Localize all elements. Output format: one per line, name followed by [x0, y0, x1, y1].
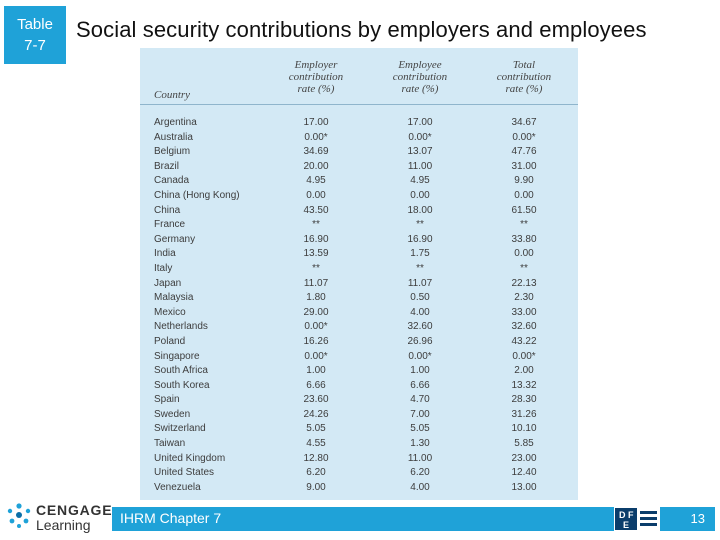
- table-row: [140, 335, 578, 350]
- cell-employer-rate: 6.66: [306, 379, 326, 391]
- cell-total-rate: 0.00: [514, 189, 534, 201]
- cell-country: India: [154, 248, 176, 260]
- cell-country: Belgium: [154, 146, 191, 158]
- table-row: [140, 291, 578, 306]
- header-employee-rate: [384, 59, 456, 95]
- table-number-badge: [4, 6, 66, 64]
- cell-total-rate: 13.00: [511, 481, 537, 493]
- cell-country: Netherlands: [154, 321, 208, 333]
- cell-employer-rate: 13.59: [303, 248, 329, 260]
- cell-employee-rate: 4.70: [410, 394, 430, 406]
- cell-total-rate: 43.22: [511, 335, 537, 347]
- cell-employee-rate: 4.95: [410, 175, 430, 187]
- cell-employee-rate: 1.00: [410, 365, 430, 377]
- header-employer-line: rate (%): [297, 83, 335, 95]
- table-header: [140, 58, 578, 105]
- cell-total-rate: 33.00: [511, 306, 537, 318]
- cell-employer-rate: **: [312, 262, 320, 274]
- cell-employer-rate: 16.26: [303, 335, 329, 347]
- header-employer-rate: [280, 59, 352, 95]
- table-row: [140, 364, 578, 379]
- table-row: [140, 379, 578, 394]
- table-row: [140, 247, 578, 262]
- table-row: [140, 233, 578, 248]
- dfe-letter-e: E: [623, 520, 630, 530]
- cell-employer-rate: 34.69: [303, 146, 329, 158]
- cell-country: France: [154, 219, 186, 231]
- cell-total-rate: **: [520, 262, 528, 274]
- cell-country: United Kingdom: [154, 452, 226, 464]
- cell-employee-rate: 6.66: [410, 379, 430, 391]
- cell-employee-rate: 4.00: [410, 481, 430, 493]
- cell-employee-rate: 18.00: [407, 204, 433, 216]
- cell-employer-rate: 0.00*: [304, 321, 328, 333]
- cell-employer-rate: 9.00: [306, 481, 326, 493]
- cell-total-rate: **: [520, 219, 528, 231]
- cell-employer-rate: 4.55: [306, 438, 326, 450]
- cell-total-rate: 31.26: [511, 408, 537, 420]
- header-country: Country: [154, 89, 191, 101]
- cell-total-rate: 61.50: [511, 204, 537, 216]
- table-row: [140, 481, 578, 496]
- cell-employer-rate: 24.26: [303, 408, 329, 420]
- cell-country: South Africa: [154, 365, 208, 377]
- cell-employer-rate: 1.80: [306, 292, 326, 304]
- cell-employer-rate: 29.00: [303, 306, 329, 318]
- footer-chapter-label: IHRM Chapter 7: [120, 510, 222, 526]
- cell-country: Italy: [154, 262, 173, 274]
- cell-employer-rate: 1.00: [306, 365, 326, 377]
- cengage-star-icon: [6, 501, 32, 531]
- table-row: [140, 218, 578, 233]
- cell-country: South Korea: [154, 379, 210, 391]
- cell-employer-rate: 0.00*: [304, 131, 328, 143]
- cell-country: Australia: [154, 131, 193, 143]
- cell-total-rate: 32.60: [511, 321, 537, 333]
- header-employer-line: contribution: [288, 71, 344, 83]
- cell-employee-rate: 5.05: [410, 423, 430, 435]
- cell-employee-rate: 11.00: [407, 160, 433, 172]
- table-row: [140, 160, 578, 175]
- table-row: [140, 277, 578, 292]
- cell-total-rate: 2.00: [514, 365, 534, 377]
- cell-total-rate: 9.90: [514, 175, 534, 187]
- table-row: [140, 189, 578, 204]
- table-row: [140, 131, 578, 146]
- cell-total-rate: 23.00: [511, 452, 537, 464]
- table-row: [140, 437, 578, 452]
- cell-country: Singapore: [154, 350, 200, 362]
- header-total-rate: [488, 59, 560, 95]
- cell-employer-rate: 0.00: [306, 189, 326, 201]
- cell-employee-rate: 1.75: [410, 248, 430, 260]
- cell-employer-rate: 43.50: [303, 204, 329, 216]
- cell-country: Venezuela: [154, 481, 201, 493]
- badge-line-1: Table: [17, 16, 53, 33]
- cell-total-rate: 34.67: [511, 117, 537, 128]
- cell-employer-rate: 0.00*: [304, 350, 328, 362]
- cell-country: Canada: [154, 175, 190, 187]
- cell-employee-rate: 11.07: [407, 277, 433, 289]
- table-row: [140, 408, 578, 423]
- cell-employee-rate: **: [416, 262, 424, 274]
- logo-brand: CENGAGE: [36, 502, 113, 518]
- cell-employee-rate: 26.96: [407, 335, 433, 347]
- dfe-letter-d: D: [619, 510, 626, 520]
- cell-employer-rate: 11.07: [303, 277, 329, 289]
- cell-employee-rate: 0.50: [410, 292, 430, 304]
- cell-employer-rate: 5.05: [306, 423, 326, 435]
- slide-title: Social security contributions by employers and employees: [76, 17, 647, 42]
- cell-employee-rate: 16.90: [407, 233, 433, 245]
- badge-line-2: 7-7: [24, 37, 46, 54]
- cell-total-rate: 47.76: [511, 146, 537, 158]
- cell-employer-rate: **: [312, 219, 320, 231]
- cengage-learning-logo: [6, 498, 113, 534]
- cell-employee-rate: 0.00*: [408, 131, 432, 143]
- footer-bar: [112, 507, 715, 531]
- table-row: [140, 204, 578, 219]
- header-employee-line: contribution: [392, 71, 448, 83]
- table-row: [140, 306, 578, 321]
- cell-total-rate: 12.40: [511, 467, 537, 479]
- cell-employee-rate: 6.20: [410, 467, 430, 479]
- cell-employer-rate: 16.90: [303, 233, 329, 245]
- cell-country: Spain: [154, 394, 180, 406]
- table-row: [140, 174, 578, 189]
- cell-country: Taiwan: [154, 438, 186, 450]
- cell-country: Sweden: [154, 408, 191, 420]
- header-employer-line: Employer: [294, 59, 338, 71]
- cell-employer-rate: 17.00: [303, 117, 329, 128]
- table-row: [140, 116, 578, 131]
- cell-country: Brazil: [154, 160, 180, 172]
- cell-country: Argentina: [154, 117, 197, 128]
- cell-total-rate: 2.30: [514, 292, 534, 304]
- cell-employee-rate: 0.00: [410, 189, 430, 201]
- cell-total-rate: 22.13: [511, 277, 537, 289]
- header-total-line: contribution: [496, 71, 552, 83]
- table-row: [140, 145, 578, 160]
- dfe-letter-f: F: [628, 510, 634, 520]
- cell-employer-rate: 23.60: [303, 394, 329, 406]
- table-row: [140, 350, 578, 365]
- cell-employee-rate: 1.30: [410, 438, 430, 450]
- cell-total-rate: 31.00: [511, 160, 537, 172]
- logo-sub: Learning: [36, 517, 91, 533]
- page-number: 13: [690, 511, 705, 526]
- cell-country: United States: [154, 467, 215, 479]
- cell-total-rate: 33.80: [511, 233, 537, 245]
- cell-total-rate: 10.10: [511, 423, 537, 435]
- cell-country: China (Hong Kong): [154, 189, 240, 201]
- table-row: [140, 422, 578, 437]
- header-total-line: rate (%): [505, 83, 543, 95]
- cell-country: Poland: [154, 335, 186, 347]
- table-row: [140, 262, 578, 277]
- dfe-icon: [614, 507, 660, 531]
- table-body: [140, 116, 578, 495]
- contributions-table: [140, 48, 578, 500]
- cell-employee-rate: 11.00: [407, 452, 433, 464]
- table-row: [140, 466, 578, 481]
- cell-employee-rate: 7.00: [410, 408, 430, 420]
- cell-employee-rate: 4.00: [410, 306, 430, 318]
- cell-employee-rate: 17.00: [407, 117, 433, 128]
- cell-country: Japan: [154, 277, 182, 289]
- table-row: [140, 452, 578, 467]
- cell-country: China: [154, 204, 181, 216]
- table-row: [140, 320, 578, 335]
- cell-employer-rate: 20.00: [303, 160, 329, 172]
- cell-employee-rate: 32.60: [407, 321, 433, 333]
- cell-country: Mexico: [154, 306, 186, 318]
- cell-country: Germany: [154, 233, 196, 245]
- cell-total-rate: 0.00: [514, 248, 534, 260]
- cell-employee-rate: 13.07: [407, 146, 433, 158]
- cell-country: Malaysia: [154, 292, 194, 304]
- cell-country: Switzerland: [154, 423, 206, 435]
- header-employee-line: Employee: [398, 59, 442, 71]
- cell-employee-rate: **: [416, 219, 424, 231]
- table-row: [140, 393, 578, 408]
- cell-employer-rate: 12.80: [303, 452, 329, 464]
- cell-employee-rate: 0.00*: [408, 350, 432, 362]
- cell-total-rate: 28.30: [511, 394, 537, 406]
- cell-total-rate: 0.00*: [512, 131, 536, 143]
- header-employee-line: rate (%): [401, 83, 439, 95]
- cell-total-rate: 5.85: [514, 438, 534, 450]
- cell-employer-rate: 4.95: [306, 175, 326, 187]
- cell-employer-rate: 6.20: [306, 467, 326, 479]
- cell-total-rate: 0.00*: [512, 350, 536, 362]
- cell-total-rate: 13.32: [511, 379, 537, 391]
- header-total-line: Total: [512, 59, 536, 71]
